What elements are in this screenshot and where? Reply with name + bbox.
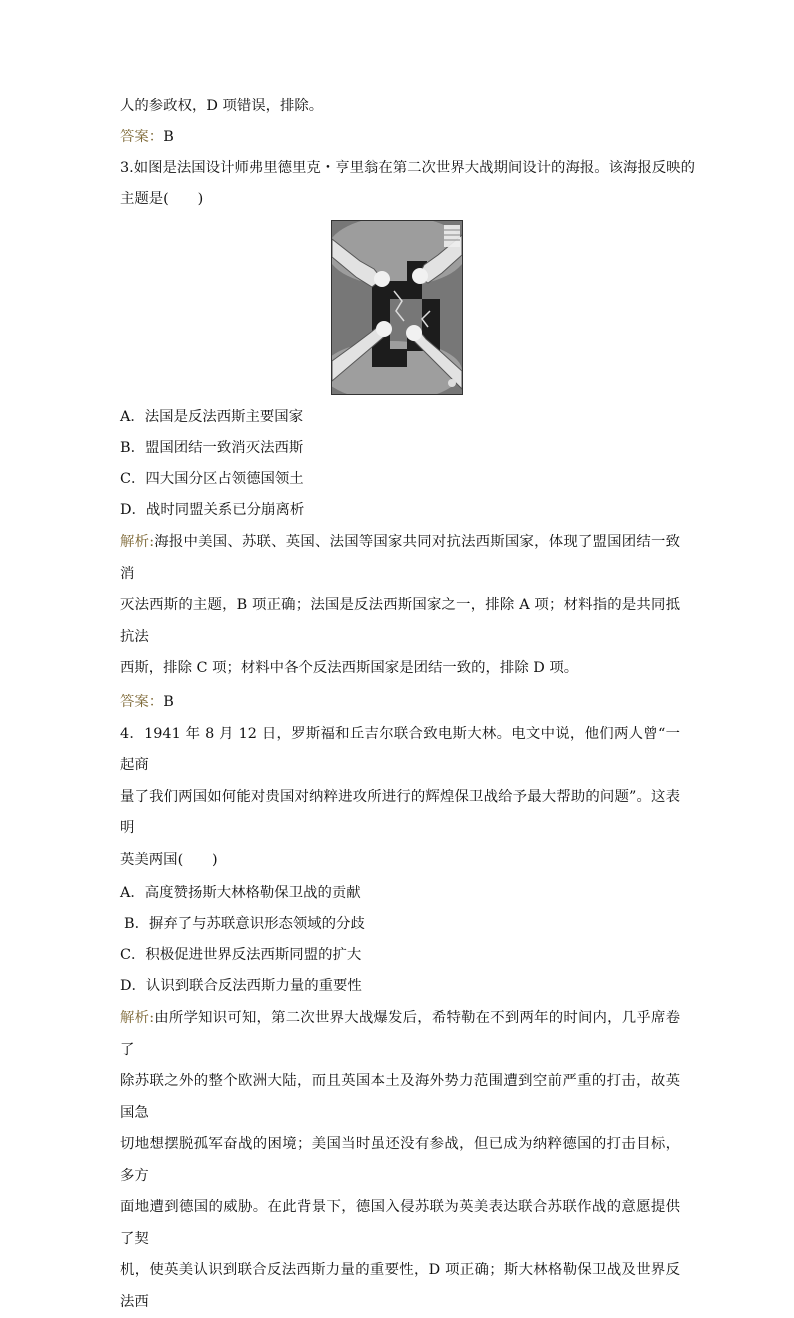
q4-stem xyxy=(120,719,680,877)
q4-analysis-line-3: 切地想摆脱孤军奋战的困境；美国当时虽还没有参战，但已成为纳粹德国的打击目标，多方 xyxy=(120,1136,680,1184)
analysis-label: 解析: xyxy=(120,1010,155,1026)
q4-analysis-line-1: 由所学知识可知，第二次世界大战爆发后，希特勒在不到两年的时间内，几乎席卷了 xyxy=(120,1010,680,1058)
q4-option-a: A．高度赞扬斯大林格勒保卫战的贡献 xyxy=(120,885,361,901)
q3-option-c: C．四大国分区占领德国领土 xyxy=(120,471,304,487)
analysis-label: 解析: xyxy=(120,534,155,550)
q3-option-b: B．盟国团结一致消灭法西斯 xyxy=(120,440,304,456)
q4-stem-line-1: 4．1941 年 8 月 12 日，罗斯福和丘吉尔联合致电斯大林。电文中说，他们两人曾“一起商 xyxy=(120,725,680,773)
q4-analysis-line-2: 除苏联之外的整个欧洲大陆，而且英国本土及海外势力范围遭到空前严重的打击，故英国急 xyxy=(120,1073,680,1121)
q3-stem-line-1: 3.如图是法国设计师弗里德里克・亨里翁在第二次世界大战期间设计的海报。该海报反映的 xyxy=(120,160,695,176)
poster-illustration xyxy=(332,221,462,394)
answer-value: B xyxy=(163,129,174,145)
answer-value: B xyxy=(163,693,174,710)
q3-analysis-line-2: 灭法西斯的主题，B 项正确；法国是反法西斯国家之一，排除 A 项；材料指的是共同抵抗法 xyxy=(120,597,680,645)
previous-answer xyxy=(120,127,680,147)
q3-option-a: A．法国是反法西斯主要国家 xyxy=(120,409,304,425)
poster-image xyxy=(331,220,463,395)
q4-option-d: D．认识到联合反法西斯力量的重要性 xyxy=(120,978,362,994)
previous-tail-text: 人的参政权，D 项错误，排除。 xyxy=(120,98,324,114)
q3-analysis-line-1: 海报中美国、苏联、英国、法国等国家共同对抗法西斯国家，体现了盟国团结一致消 xyxy=(120,534,680,582)
answer-label: 答案： xyxy=(120,129,164,145)
q4-stem-line-3: 英美两国( ) xyxy=(120,851,218,868)
q3-option-d: D．战时同盟关系已分崩离析 xyxy=(120,502,305,518)
q4-analysis xyxy=(120,1003,680,1318)
q3-stem-line-2: 主题是( ) xyxy=(120,191,204,207)
q4-analysis-line-4: 面地遭到德国的威胁。在此背景下，德国入侵苏联为英美表达联合苏联作战的意愿提供了契 xyxy=(120,1199,680,1247)
q3-analysis-line-3: 西斯，排除 C 项；材料中各个反法西斯国家是团结一致的，排除 D 项。 xyxy=(120,660,579,676)
q4-analysis-line-5: 机，使英美认识到联合反法西斯力量的重要性，D 项正确；斯大林格勒保卫战及世界反法西 xyxy=(120,1262,680,1310)
q4-option-c: C．积极促进世界反法西斯同盟的扩大 xyxy=(120,947,362,963)
q4-option-b: B．摒弃了与苏联意识形态领域的分歧 xyxy=(124,916,365,932)
q4-stem-line-2: 量了我们两国如何能对贵国对纳粹进攻所进行的辉煌保卫战给予最大帮助的问题”。这表明 xyxy=(120,788,680,836)
q3-answer xyxy=(120,692,680,712)
q3-analysis xyxy=(120,527,680,685)
document-page xyxy=(120,96,695,1318)
answer-label: 答案： xyxy=(120,693,164,710)
